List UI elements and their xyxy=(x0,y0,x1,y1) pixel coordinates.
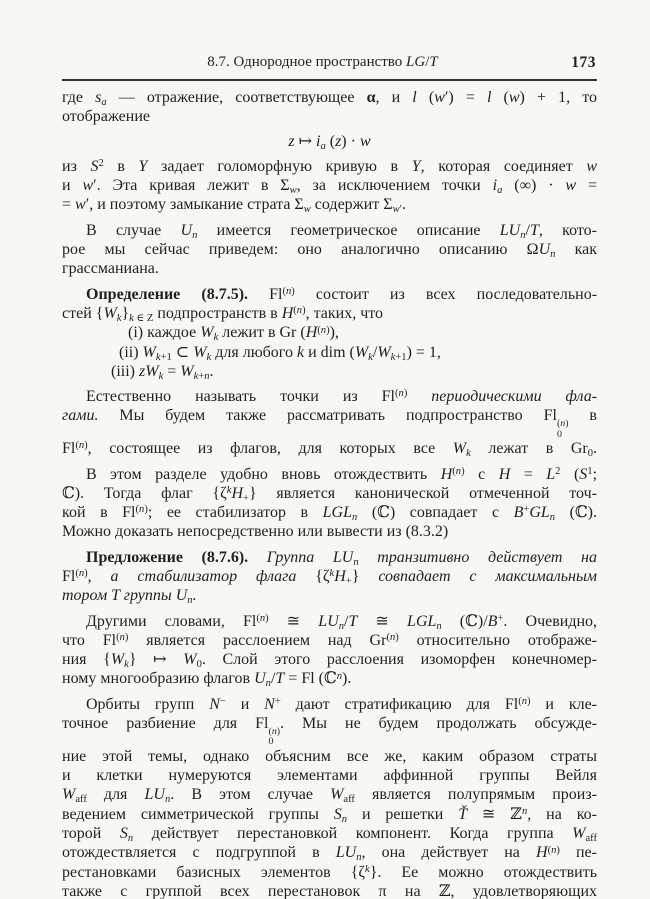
page-body xyxy=(62,88,597,899)
text-line: торой $S_n$ действует перестановкой компонент. Когда группа $W_{aff}$ xyxy=(62,825,597,844)
proposition-block xyxy=(62,548,597,606)
text-line: рое мы сейчас приведем: оно аналогично описанию $\Omega U_n$ как xyxy=(62,241,598,261)
text-line: Fl$^{(n)}$, состоящее из флагов, для которых все $W_k$ лежат в $Gr_0$. xyxy=(62,440,597,460)
text-line: отождествляется с подгруппой в $LU_n$, она действует на $H^{(n)}$ пе- xyxy=(62,844,597,864)
text-line: ному многообразию флагов $U_n/T = Fl$ (ℂ$^n$). xyxy=(62,670,352,690)
text-line: стей $\{W_k\}_{k \in Z}$ подпространств в $H^{(n)}$, таких, что xyxy=(62,304,384,324)
paragraph xyxy=(62,465,597,542)
text-line: гами. Мы будем также рассматривать подпространство Fl (n) 0 в xyxy=(62,407,597,440)
text-line: Определение (8.7.5). Fl$^{(n)}$ состоит из всех последовательно- xyxy=(86,285,598,303)
list-item: (iii) $zW_k = W_{k+n}$. xyxy=(111,362,214,382)
text-line: Орбиты групп N− и N+ дают стратификацию для Fl$^{(n)}$ и кле- xyxy=(86,695,598,713)
text-line: Fl$^{(n)}$, а стабилизатор флага $\{\zeta^kH_+\}$ совпадает с максимальным xyxy=(62,568,598,587)
text-line: что Fl$^{(n)}$ является расслоением над Gr$^{(n)}$ относительно отображе- xyxy=(62,631,597,649)
running-head xyxy=(62,54,597,79)
text-line: Естественно называть точки из Fl$^{(n)}$ периодическими фла- xyxy=(86,388,598,406)
display-formula xyxy=(62,132,597,151)
page-number: 173 xyxy=(571,54,596,71)
section-title: 8.7. Однородное пространство LG/T xyxy=(207,54,438,70)
list-item: (ii) $W_{k+1}$ ⊂ $W_k$ для любого k и dim $(W_k/W_{k+1}) = 1$, xyxy=(119,343,441,363)
paragraph xyxy=(62,387,597,458)
text-line: ведением симметрической группы $S_n$ и решетки Ť ≅ ℤ$^n$, на ко- xyxy=(62,805,598,825)
text-line: тором T группы $U_n$. xyxy=(62,587,197,607)
text-line: грассманиана. xyxy=(62,260,159,278)
paragraph-continuation xyxy=(62,88,597,127)
list-item: (i) каждое $W_k$ лежит в Gr $(H^{(n)})$, xyxy=(128,324,339,344)
text-line: ние этой темы, однако объясним все же, каким образом страты xyxy=(62,747,597,765)
text-line: ния $\{W_k\}$ ↦ $W_0$. Слой этого расслоения изоморфен конечномер- xyxy=(62,651,597,671)
text-line: В этом разделе удобно вновь отождествить $H^{(n)}$ с $H = L^2$ ($S^1$; xyxy=(86,465,598,483)
text-line: рестановками базисных элементов $\{\zeta^k\}$. Ее можно отождествить xyxy=(62,863,597,881)
text-line: Можно доказать непосредственно или вывести из (8.3.2) xyxy=(62,523,449,541)
text-line: $W_{aff}$ для $LU_n$. В этом случае $W_{aff}$ является полупрямым произ- xyxy=(62,786,598,806)
paragraph xyxy=(62,612,597,689)
text-line: где $s_a$ — отражение, соответствующее α, и l (w′) = l (w) + 1, то xyxy=(62,89,598,108)
text-line: кой в Fl$^{(n)}$; ее стабилизатор в $LGL_n$ (ℂ) совпадает с $B^+GL_n$ (ℂ). xyxy=(62,504,598,524)
text-line: ℂ). Тогда флаг $\{\zeta^kH_+\}$ является канонической отмеченной точ- xyxy=(62,484,598,504)
header-rule xyxy=(62,79,597,81)
text-line: Другими словами, Fl$^{(n)}$ ≅ $LU_n/T$ ≅ $LGL_n$ (ℂ)/B+. Очевидно, xyxy=(86,612,598,632)
text-line: и w′. Эта кривая лежит в $\Sigma_w$, за исключением точки $i_a$ (∞) · w = xyxy=(62,177,598,197)
text-line: и клетки нумеруются элементами аффинной группы Вейля xyxy=(62,767,597,785)
text-line: также с группой всех перестановок π на ℤ, удовлетворяющих xyxy=(62,882,597,899)
text-line: из $S^2$ в Y задает голоморфную кривую в Y, которая соединяет w xyxy=(62,157,598,175)
definition-block xyxy=(62,285,597,381)
text-line: точное разбиение для Fl (n) 0 . Мы не будем продолжать обсужде- xyxy=(62,715,597,748)
text-line: = w′, и поэтому замыкание страта $\Sigma_w$ содержит $\Sigma_{w'}$. xyxy=(62,196,406,216)
text-line: Предложение (8.7.6). Группа $LU_n$ транзитивно действует на xyxy=(86,548,597,568)
text-line: В случае $U_n$ имеется геометрическое описание $LU_n/T$, кото- xyxy=(86,221,597,241)
formula-line: z ↦ $i_a$ (z) · w xyxy=(288,132,371,152)
paragraph xyxy=(62,695,597,899)
paragraph xyxy=(62,157,597,215)
paragraph xyxy=(62,221,597,279)
text-line: отображение xyxy=(62,108,150,126)
